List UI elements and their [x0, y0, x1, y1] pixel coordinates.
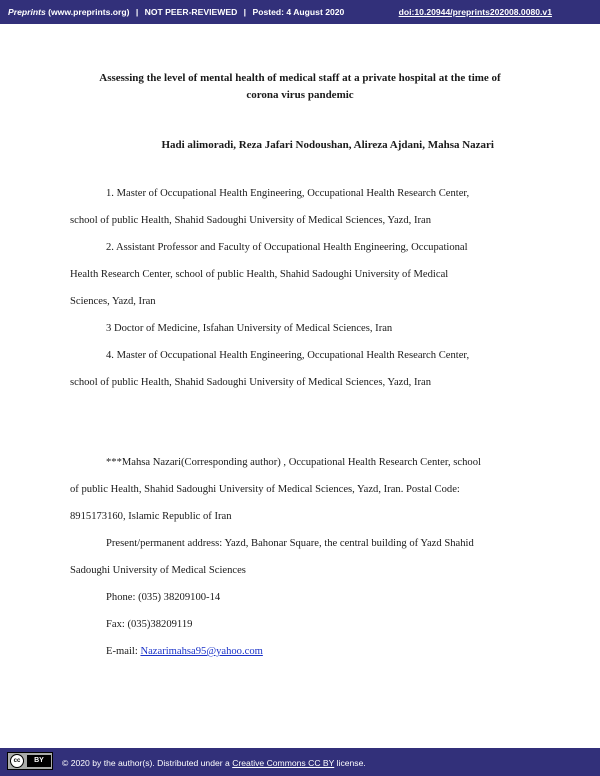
email-link[interactable]: Nazarimahsa95@yahoo.com: [140, 646, 263, 657]
license-link[interactable]: Creative Commons CC BY: [232, 758, 335, 768]
correspondence-line: ***Mahsa Nazari(Corresponding author) , Occupational Health Research Center, school: [106, 457, 481, 468]
affiliation-line: 1. Master of Occupational Health Engineering, Occupational Health Research Center,: [106, 188, 470, 199]
title-line: Assessing the level of mental health of medical staff at a private hospital at the time of: [99, 72, 501, 84]
by-icon: BY: [27, 755, 51, 767]
affiliation-line: school of public Health, Shahid Sadoughi University of Medical Sciences, Yazd, Iran: [70, 215, 431, 226]
correspondence-line: Present/permanent address: Yazd, Bahonar Square, the central building of Yazd Shahid: [106, 538, 474, 549]
affiliation-line: Health Research Center, school of public Health, Shahid Sadoughi University of Medical: [70, 269, 449, 280]
copyright-text: © 2020 by the author(s). Distributed under a: [62, 758, 230, 768]
correspondence-line: Sadoughi University of Medical Sciences: [70, 565, 246, 576]
review-status: NOT PEER-REVIEWED: [144, 7, 238, 17]
fax-line: Fax: (035)38209119: [106, 619, 193, 630]
correspondence: [70, 449, 530, 665]
cc-by-badge-icon[interactable]: [7, 752, 53, 770]
paper-title: [70, 70, 530, 104]
site-url[interactable]: (www.preprints.org): [48, 7, 130, 17]
email-line: [70, 638, 530, 665]
license-suffix: license.: [336, 758, 366, 768]
email-label: E-mail:: [106, 646, 138, 657]
affiliations: [70, 180, 530, 396]
phone-line: Phone: (035) 38209100-14: [106, 592, 221, 603]
header-info: Preprints (www.preprints.org) | NOT PEER-REVIEWED | Posted: 4 August 2020: [8, 7, 345, 17]
affiliation-line: school of public Health, Shahid Sadoughi University of Medical Sciences, Yazd, Iran: [70, 377, 431, 388]
license-text: [62, 758, 366, 768]
affiliation-line: 4. Master of Occupational Health Engineering, Occupational Health Research Center,: [106, 350, 470, 361]
correspondence-line: of public Health, Shahid Sadoughi University of Medical Sciences, Yazd, Iran. Postal Code:: [70, 484, 460, 495]
affiliation-line: 2. Assistant Professor and Faculty of Occupational Health Engineering, Occupational: [106, 242, 468, 253]
title-line: corona virus pandemic: [246, 89, 354, 101]
author-list: Hadi alimoradi, Reza Jafari Nodoushan, Alireza Ajdani, Mahsa Nazari: [161, 139, 494, 151]
license-footer-bar: [0, 748, 600, 776]
affiliation-line: Sciences, Yazd, Iran: [70, 296, 156, 307]
correspondence-line: 8915173160, Islamic Republic of Iran: [70, 511, 232, 522]
posted-date: Posted: 4 August 2020: [252, 7, 345, 17]
preprint-header-bar: [0, 0, 600, 24]
site-name[interactable]: Preprints: [8, 7, 46, 17]
doi-link[interactable]: doi:10.20944/preprints202008.0080.v1: [398, 7, 552, 17]
affiliation-line: 3 Doctor of Medicine, Isfahan University of Medical Sciences, Iran: [106, 323, 393, 334]
cc-icon: cc: [10, 754, 24, 768]
